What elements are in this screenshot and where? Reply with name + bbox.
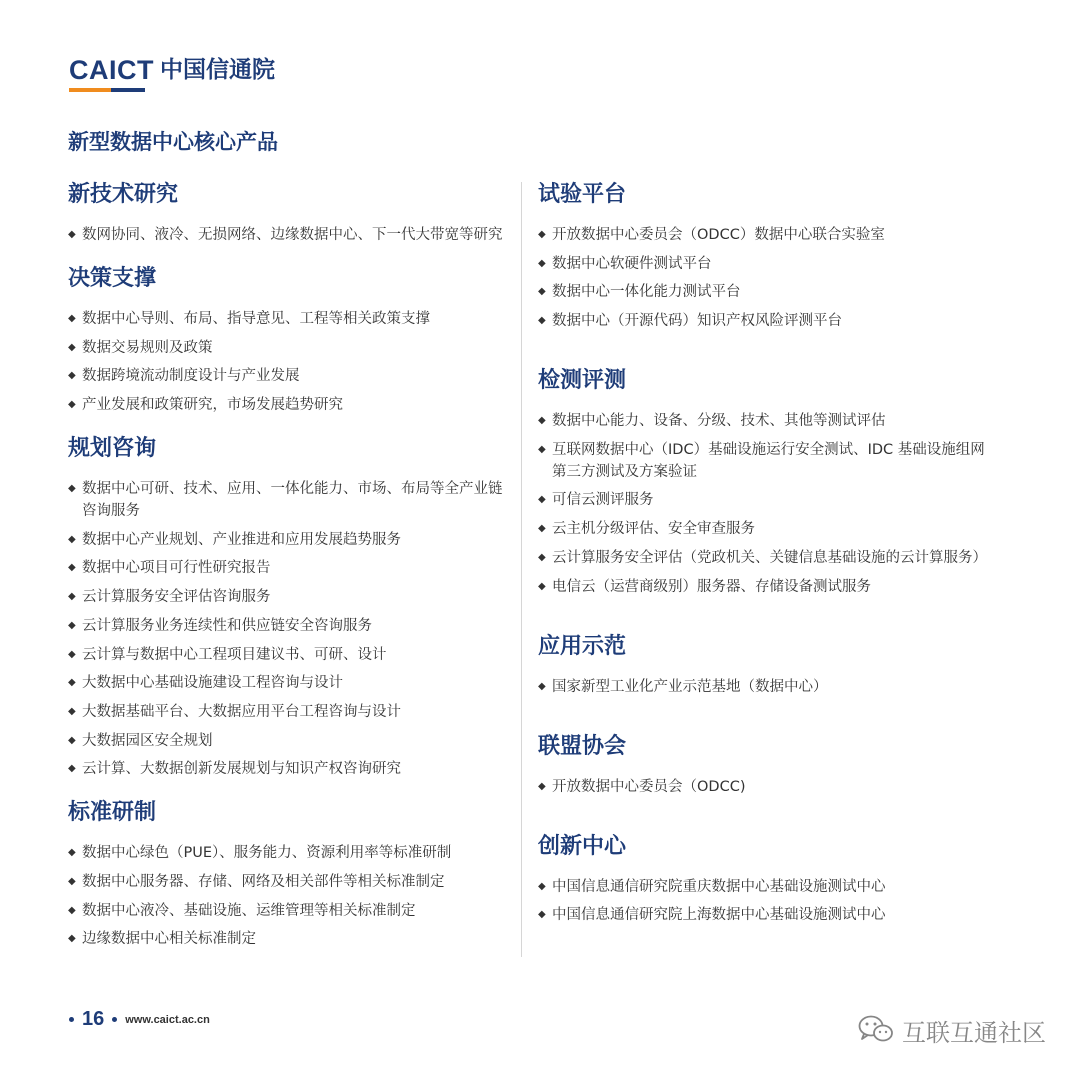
list-item: ◆ 大数据中心基础设施建设工程咨询与设计 xyxy=(68,672,513,694)
logo-cn-text: 中国信通院 xyxy=(160,57,275,83)
list-item: ◆ 数据中心项目可行性研究报告 xyxy=(68,557,513,579)
wechat-icon xyxy=(858,1014,894,1048)
list-item: ◆ 开放数据中心委员会（ODCC）数据中心联合实验室 xyxy=(538,224,988,246)
section-title: 检测评测 xyxy=(538,368,627,394)
column-divider xyxy=(521,182,522,957)
list-item: ◆ 数据中心导则、布局、指导意见、工程等相关政策支撑 xyxy=(68,308,513,330)
list-item: ◆ 数据中心一体化能力测试平台 xyxy=(538,281,988,303)
bullet-dot-icon xyxy=(69,1017,74,1022)
list-item: ◆ 数据跨境流动制度设计与产业发展 xyxy=(68,365,513,387)
caict-logo xyxy=(69,52,275,88)
section-standards xyxy=(68,798,513,950)
section-list xyxy=(538,676,988,698)
section-title: 规划咨询 xyxy=(68,436,157,462)
list-item: ◆ 可信云测评服务 xyxy=(538,489,988,511)
section-alliance xyxy=(538,732,988,798)
section-application-demo xyxy=(538,632,988,698)
section-title: 创新中心 xyxy=(538,833,627,859)
section-list xyxy=(538,224,988,332)
section-list xyxy=(538,776,988,798)
list-item: ◆ 数据中心能力、设备、分级、技术、其他等测试评估 xyxy=(538,410,988,432)
list-item: ◆ 云主机分级评估、安全审查服务 xyxy=(538,518,988,540)
logo-en-text: CAICT xyxy=(69,55,154,85)
list-item: ◆ 电信云（运营商级别）服务器、存储设备测试服务 xyxy=(538,576,988,598)
list-item: ◆ 云计算与数据中心工程项目建议书、可研、设计 xyxy=(68,644,513,666)
section-test-platform xyxy=(538,180,988,332)
list-item: ◆ 数网协同、液冷、无损网络、边缘数据中心、下一代大带宽等研究 xyxy=(68,224,513,246)
section-list xyxy=(68,478,513,780)
list-item: ◆ 云计算服务业务连续性和供应链安全咨询服务 xyxy=(68,615,513,637)
list-item: ◆ 云计算、大数据创新发展规划与知识产权咨询研究 xyxy=(68,758,513,780)
section-title: 新技术研究 xyxy=(68,182,179,207)
list-item: ◆ 数据中心（开源代码）知识产权风险评测平台 xyxy=(538,310,988,332)
list-item: ◆ 数据中心服务器、存储、网络及相关部件等相关标准制定 xyxy=(68,871,513,893)
list-item: ◆ 互联网数据中心（IDC）基础设施运行安全测试、IDC 基础设施组网第三方测试及方案验证 xyxy=(538,439,988,483)
page-title: 新型数据中心核心产品 xyxy=(68,130,278,154)
list-item: ◆ 数据中心软硬件测试平台 xyxy=(538,253,988,275)
left-column xyxy=(68,180,513,957)
page-footer xyxy=(69,1008,210,1031)
section-list xyxy=(538,410,988,597)
watermark-text: 互联互通社区 xyxy=(902,1019,1046,1047)
list-item: ◆ 产业发展和政策研究，市场发展趋势研究 xyxy=(68,394,513,416)
list-item: ◆ 边缘数据中心相关标准制定 xyxy=(68,928,513,950)
bullet-dot-icon xyxy=(112,1017,117,1022)
section-testing-evaluation xyxy=(538,366,988,597)
list-item: ◆ 中国信息通信研究院重庆数据中心基础设施测试中心 xyxy=(538,876,988,898)
footer-url: www.caict.ac.cn xyxy=(125,1013,210,1026)
list-item: ◆ 大数据园区安全规划 xyxy=(68,730,513,752)
right-column xyxy=(538,180,988,933)
list-item: ◆ 数据中心绿色（PUE）、服务能力、资源利用率等标准研制 xyxy=(68,842,513,864)
page-number: 16 xyxy=(82,1008,105,1030)
section-list xyxy=(68,842,513,950)
list-item: ◆ 数据中心产业规划、产业推进和应用发展趋势服务 xyxy=(68,529,513,551)
logo-underline xyxy=(69,88,145,92)
section-title: 标准研制 xyxy=(68,800,157,826)
section-list xyxy=(68,224,513,246)
list-item: ◆ 数据中心液冷、基础设施、运维管理等相关标准制定 xyxy=(68,900,513,922)
section-list xyxy=(68,308,513,416)
list-item: ◆ 数据中心可研、技术、应用、一体化能力、市场、布局等全产业链咨询服务 xyxy=(68,478,513,522)
section-title: 决策支撑 xyxy=(68,266,157,291)
list-item: ◆ 大数据基础平台、大数据应用平台工程咨询与设计 xyxy=(68,701,513,723)
section-title: 试验平台 xyxy=(538,182,627,207)
list-item: ◆ 国家新型工业化产业示范基地（数据中心） xyxy=(538,676,988,698)
section-new-tech-research xyxy=(68,180,513,246)
section-decision-support xyxy=(68,264,513,416)
watermark xyxy=(858,1013,1046,1048)
list-item: ◆ 中国信息通信研究院上海数据中心基础设施测试中心 xyxy=(538,904,988,926)
section-innovation-center xyxy=(538,832,988,927)
list-item: ◆ 云计算服务安全评估（党政机关、关键信息基础设施的云计算服务） xyxy=(538,547,988,569)
list-item: ◆ 开放数据中心委员会（ODCC) xyxy=(538,776,988,798)
list-item: ◆ 云计算服务安全评估咨询服务 xyxy=(68,586,513,608)
section-title: 应用示范 xyxy=(538,633,627,659)
section-list xyxy=(538,876,988,927)
section-title: 联盟协会 xyxy=(538,733,627,759)
section-planning-consulting xyxy=(68,434,513,780)
list-item: ◆ 数据交易规则及政策 xyxy=(68,337,513,359)
